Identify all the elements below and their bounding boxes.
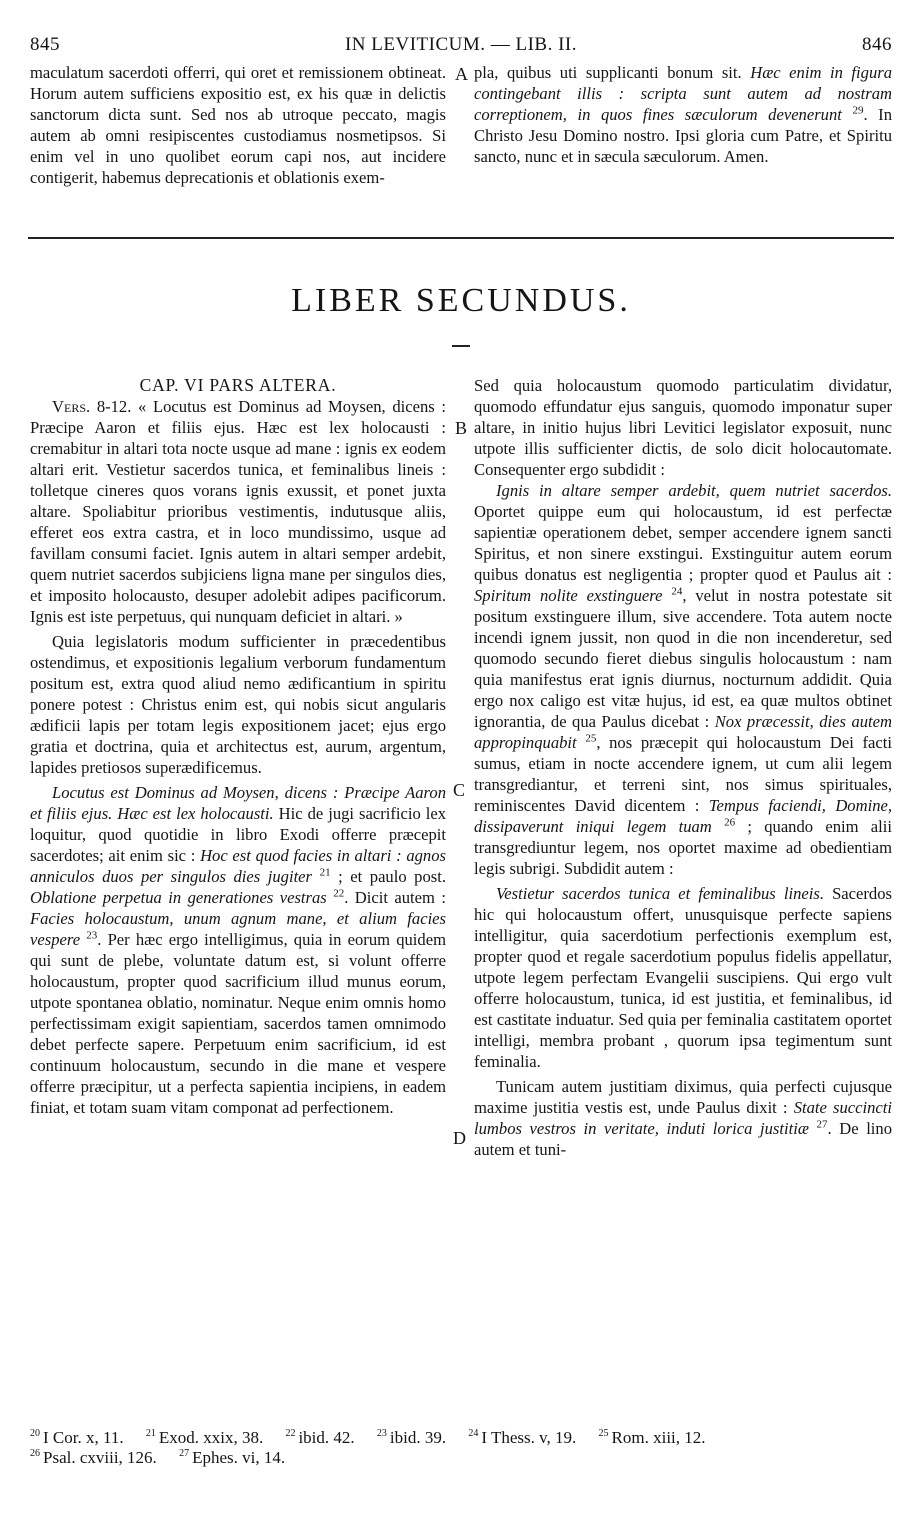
footnote-number: 21 (145, 1428, 156, 1440)
top-left-column (30, 62, 446, 188)
verse-label: Vers. (52, 397, 91, 416)
lemma-quote: Ignis in altare semper ardebit, quem nutriet sacerdos. (496, 481, 892, 500)
footnote-ref: 25 (585, 732, 597, 745)
footnote-ref: 29 (852, 104, 864, 117)
footnote (30, 1428, 124, 1448)
footnote-text: I Thess. v, 19. (481, 1428, 577, 1447)
scripture-quote: Hoc est quod facies in altari : agnos anniculos duos per singulos dies jugiter (30, 846, 446, 886)
footnote-text: Psal. cxviii, 126. (43, 1448, 157, 1467)
text-run: Tunicam autem justitiam diximus, quia perfecti cujusque maxime justitia vestis est, unde Paulus dixit : (474, 1077, 892, 1117)
top-right-paragraph (474, 62, 892, 167)
footnote-number: 20 (30, 1428, 40, 1440)
section-rule (28, 237, 894, 239)
footnote-number: 27 (179, 1448, 190, 1460)
page-number-left: 845 (30, 34, 60, 55)
margin-letter-c: C (453, 780, 466, 800)
top-right-column (474, 62, 892, 167)
footnote (30, 1448, 157, 1468)
footnote-text: Rom. xiii, 12. (611, 1428, 706, 1447)
text-run: . De lino autem et tuni- (474, 1119, 893, 1159)
text-run: ; quando enim alii transgrediuntur legem, nos oportet maxime ad obedientiam legis subrigi. Subdidit autem : (474, 817, 892, 878)
scripture-quote: Facies holocaustum, unum agnum mane, et alium facies vespere (30, 909, 446, 949)
text-run: . In Christo Jesu Domino nostro. Ipsi gloria cum Patre, et Spiritu sancto, nunc et in sæcula sæculorum. Amen. (474, 105, 892, 166)
commentary-paragraph-1: Quia legislatoris modum sufficienter in præcedentibus ostendimus, et expositionis legalium verborum fundamentum positum est, extra quod aliud nemo ædificantium in spiritu ponere potest : Christus enim est, qui nobis sicut angularis ædificii lapis per totam legis expositionem jacet; ejus ergo gratia et doctrina, quia et architectus est, aurum, argentum, lapides pretiosos superædificemus. (30, 632, 446, 777)
footnotes-line-2 (30, 1448, 900, 1468)
scripture-quote: Oblatione perpetua in generationes vestras (30, 888, 327, 907)
footnote-number: 22 (285, 1428, 296, 1440)
right-column (474, 375, 892, 1160)
text-run: Hic de jugi sacrificio lex loquitur, quod quotidie in libro Exodi offerre præcepit sacerdotes; ait enim sic : (30, 804, 446, 865)
margin-letter-a: A (455, 64, 468, 84)
commentary-paragraph-4 (474, 480, 892, 879)
running-title: IN LEVITICUM. — LIB. II. (344, 34, 578, 55)
footnote-number: 24 (468, 1428, 479, 1440)
chapter-heading: CAP. VI PARS ALTERA. (139, 375, 337, 395)
footnote-text: Exod. xxix, 38. (158, 1428, 264, 1447)
commentary-paragraph-3: Sed quia holocaustum quomodo particulatim dividatur, quomodo effundatur ejus sanguis, quomodo imponatur super altare, in initio hujus libri Levitici legislator exposuit, nunc utpote illis sufficienter dictis, de solo dicit holocautomate. Consequenter ergo subdidit : (474, 376, 892, 479)
footnote-ref: 26 (724, 816, 736, 829)
text-run: , velut in nostra potestate sit positum exstinguere illum, sive accendere. Tota autem nocte incendi ignem jussit, non quod in die non incenderetur, sed quomodo secundo fieret diebus singulis holocaustum : nam quia manifestus erat ignis diurnus, nocturnum addidit. Quia ergo nox caligo est vitæ hujus, id est, ea quæ multos obtinet ignorantia, de qua Paulus dicebat : (474, 586, 893, 731)
footnote-number: 26 (30, 1448, 40, 1460)
footnote (468, 1428, 576, 1448)
footnote-ref: 24 (671, 585, 683, 598)
footnote (599, 1428, 706, 1448)
margin-letter-d: D (453, 1128, 466, 1148)
footnote-ref: 27 (816, 1118, 828, 1131)
text-run: . Per hæc ergo intelligimus, quia in eorum quidem qui sunt de plebe, voluntate datum est, si volunt offerre holocaustum, propter quod sacrificium illud munus eorum, utpote spontanea oblatio, nominatur. Neque enim omnis homo perfectissimam exigit sapientiam, sacerdos tamen omnimodo debet perfecte sapere. Perpetuum enim sacrificium, id est continuum holocaustum, secundo in die mane et vespere offerre præcipitur, ut a perfecta sapientia incipiens, in eadem finiat, et totam suam vitam componat ad perfectionem. (30, 930, 446, 1117)
footnote-text: Ephes. vi, 14. (192, 1448, 286, 1467)
lemma-quote: Locutus est Dominus ad Moysen, dicens : Præcipe Aaron et filiis ejus. Hæc est lex holocausti. (30, 783, 446, 823)
footnote-text: ibid. 39. (389, 1428, 447, 1447)
footnote (146, 1428, 263, 1448)
margin-letter-b: B (455, 418, 468, 438)
top-left-paragraph: maculatum sacerdoti offerri, qui oret et remissionem obtineat. Horum autem sufficiens expositio est, ex his quæ in delictis sanctorum dicta sunt. Sed nos ab utroque peccato, magis autem ab omni resipiscentes custodiamus nosmetipsos. Si enim vel in uno quolibet eorum capi nos, aut incidere contigerit, habemus deprecationis et oblationis exem- (30, 63, 446, 187)
footnote-number: 25 (598, 1428, 609, 1440)
title-dash (452, 345, 470, 347)
footnote-ref: 22 (333, 887, 345, 900)
scripture-quote: Nox præcessit, dies autem appropinquabit (474, 712, 892, 752)
text-run: Oportet quippe eum qui holocaustum, id est perfectæ sapientiæ operationem debet, semper accendere ignem sancti Spiritus, et non sinere exstingui. Exstinguitur autem eorum quibus donatus est negligentia ; propter quod et Paulus ait : (474, 502, 892, 584)
text-run: . Dicit autem : (344, 888, 446, 907)
footnote-text: I Cor. x, 11. (43, 1428, 124, 1447)
page-number-right: 846 (862, 34, 892, 55)
text-run: , nos præcepit qui holocaustum Dei facti sumus, etiam in nocte accendere ignem, ut cum alii legem transgrediantur, et terreni sint, nos simus spirituales, reminiscentes David dicentem : (474, 733, 892, 815)
scripture-quote: State succincti lumbos vestros in veritate, induti lorica justitiæ (474, 1098, 892, 1138)
footnote-ref: 21 (319, 866, 331, 879)
lemma-quote: Vestietur sacerdos tunica et feminalibus lineis. (496, 884, 824, 903)
left-column (30, 375, 446, 1118)
footnote-number: 23 (376, 1428, 387, 1440)
book-title: LIBER SECUNDUS. (291, 282, 631, 319)
scripture-quote: Tempus faciendi, Domine, dissipaverunt iniqui legem tuam (474, 796, 892, 836)
footnote (285, 1428, 354, 1448)
text-run: Sacerdos hic qui holocaustum offert, unusquisque perfecte sapiens intelligitur, quia sacerdotium perfectionis exemplum est, propter quod et regale sacerdotium populus fidelis appellatur, utpote legem perfectam Evangelii suscipiens. Qui ergo vult offerre holocaustum, tunica, id est justitia, et feminalibus, id est castitate induatur. Sed quia per feminalia castitatem oportet intelligi, membra probant , quorum ipsa tegimentum sunt feminalia. (474, 884, 892, 1071)
commentary-paragraph-2 (30, 782, 446, 1118)
verse-paragraph (30, 396, 446, 627)
footnotes-line-1 (30, 1428, 900, 1448)
commentary-paragraph-5 (474, 883, 892, 1072)
text-run: pla, quibus uti supplicanti bonum sit. (474, 63, 751, 82)
commentary-paragraph-6 (474, 1076, 892, 1160)
running-header (30, 34, 892, 60)
footnote (179, 1448, 285, 1468)
footnote-text: ibid. 42. (298, 1428, 355, 1447)
text-run: ; et paulo post. (330, 867, 446, 886)
text-run: 8-12. « Locutus est Dominus ad Moysen, dicens : Præcipe Aaron et filiis ejus. Hæc est lex holocausti : cremabitur in altari tota nocte usque ad mane : ignis ex eodem altari erit. Vestietur sacerdos tunica, et feminalibus lineis : tolletque cineres quos vorans ignis exussit, et ponet juxta altare. Spoliabitur prioribus vestimentis, indutusque aliis, efferet eos extra castra, et in loco mundissimo, usque ad favillam consumi faciet. Ignis autem in altari semper ardebit, quem nutriet sacerdos subjiciens ligna mane per singulos dies, et imposito holocausto, desuper adolebit adipes pacificorum. Ignis est iste perpetuus, qui nunquam deficiet in altari. » (30, 397, 446, 626)
scripture-quote: Hæc enim in figura contingebant illis : scripta sunt autem ad nostram correptionem, in quos fines sæculorum devenerunt (474, 63, 893, 124)
footnote (377, 1428, 446, 1448)
footnote-ref: 23 (86, 929, 98, 942)
scripture-quote: Spiritum nolite exstinguere (474, 586, 663, 605)
